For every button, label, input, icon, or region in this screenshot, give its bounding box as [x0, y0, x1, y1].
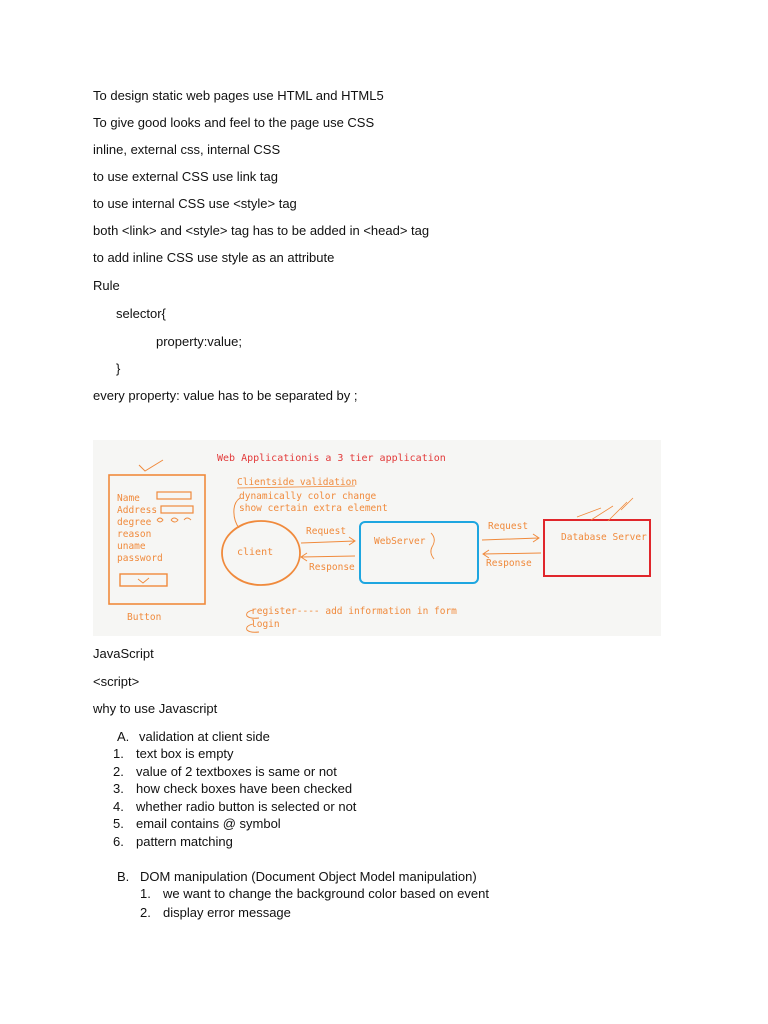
request-arrow-2 — [482, 534, 539, 542]
diagram-svg — [93, 440, 661, 636]
intro-line-css: To give good looks and feel to the page use CSS — [93, 115, 375, 130]
scribble-mark — [139, 460, 163, 471]
degree-options-scribble — [157, 518, 191, 522]
response-arrow-2 — [483, 550, 541, 558]
register-note: register---- add information in form — [251, 606, 457, 617]
js-heading: JavaScript — [93, 646, 154, 661]
response-label-1: Response — [309, 562, 355, 573]
list-a-num-1: 1. — [113, 746, 124, 761]
list-b-item-1: we want to change the background color based on event — [163, 886, 489, 901]
list-a-item-6: pattern matching — [136, 834, 233, 849]
login-note: login — [251, 619, 280, 630]
intro-line-html: To design static web pages use HTML and HTML5 — [93, 88, 384, 103]
webserver-label: WebServer — [374, 536, 426, 547]
list-b-item-2: display error message — [163, 905, 291, 920]
request-label-2: Request — [488, 521, 529, 532]
list-a-item-4: whether radio button is selected or not — [136, 799, 357, 814]
request-label-1: Request — [306, 526, 347, 537]
web-app-diagram — [93, 440, 661, 636]
why-js-line: why to use Javascript — [93, 701, 218, 716]
database-label: Database Server — [561, 532, 647, 543]
list-a-item-3: how check boxes have been checked — [136, 781, 353, 796]
note-clientside-validation: Clientside validation — [237, 477, 358, 488]
list-a-num-6: 6. — [113, 834, 124, 849]
intro-line-inline: to add inline CSS use style as an attribute — [93, 250, 335, 265]
webserver-box — [360, 522, 478, 583]
list-a-item-1: text box is empty — [136, 746, 234, 761]
intro-line-internal: to use internal CSS use <style> tag — [93, 196, 297, 211]
response-label-2: Response — [486, 558, 532, 569]
webserver-brace — [431, 533, 434, 559]
diagram-title: Web Applicationis a 3 tier application — [217, 453, 446, 464]
form-button-shape — [120, 574, 167, 586]
section-a-title: validation at client side — [139, 729, 270, 744]
intro-line-external: to use external CSS use link tag — [93, 169, 278, 184]
list-a-num-5: 5. — [113, 816, 124, 831]
form-field-address: Address — [117, 505, 158, 516]
list-a-item-5: email contains @ symbol — [136, 816, 281, 831]
section-b-title: DOM manipulation (Document Object Model manipulation) — [140, 869, 477, 884]
list-a-num-4: 4. — [113, 799, 124, 814]
form-field-uname: uname — [117, 541, 146, 552]
form-field-reason: reason — [117, 529, 152, 540]
list-a-item-2: value of 2 textboxes is same or not — [136, 764, 337, 779]
client-label: client — [237, 547, 274, 558]
list-b-num-2: 2. — [140, 905, 151, 920]
rule-heading: Rule — [93, 278, 120, 293]
script-tag-line: <script> — [93, 674, 140, 689]
form-field-password: password — [117, 553, 163, 564]
name-input — [157, 492, 191, 499]
address-input — [161, 506, 193, 513]
response-arrow-1 — [301, 553, 355, 561]
section-a-marker: A. — [117, 729, 130, 744]
button-scribble — [138, 578, 149, 583]
note-color-change: dynamically color change — [239, 491, 377, 502]
list-a-num-2: 2. — [113, 764, 124, 779]
database-box — [544, 520, 650, 576]
database-scribbles — [577, 498, 633, 521]
section-b-marker: B. — [117, 869, 130, 884]
request-arrow-1 — [301, 537, 355, 545]
separator-note: every property: value has to be separated by ; — [93, 388, 358, 403]
button-label: Button — [127, 612, 162, 623]
form-field-name: Name — [117, 493, 140, 504]
rule-property: property:value; — [156, 334, 242, 349]
list-b-num-1: 1. — [140, 886, 151, 901]
form-field-degree: degree — [117, 517, 152, 528]
rule-close: } — [116, 361, 121, 376]
list-a-num-3: 3. — [113, 781, 124, 796]
note-extra-element: show certain extra element — [239, 503, 388, 514]
intro-line-head: both <link> and <style> tag has to be added in <head> tag — [93, 223, 430, 238]
rule-selector: selector{ — [116, 306, 166, 321]
intro-line-css-types: inline, external css, internal CSS — [93, 142, 281, 157]
